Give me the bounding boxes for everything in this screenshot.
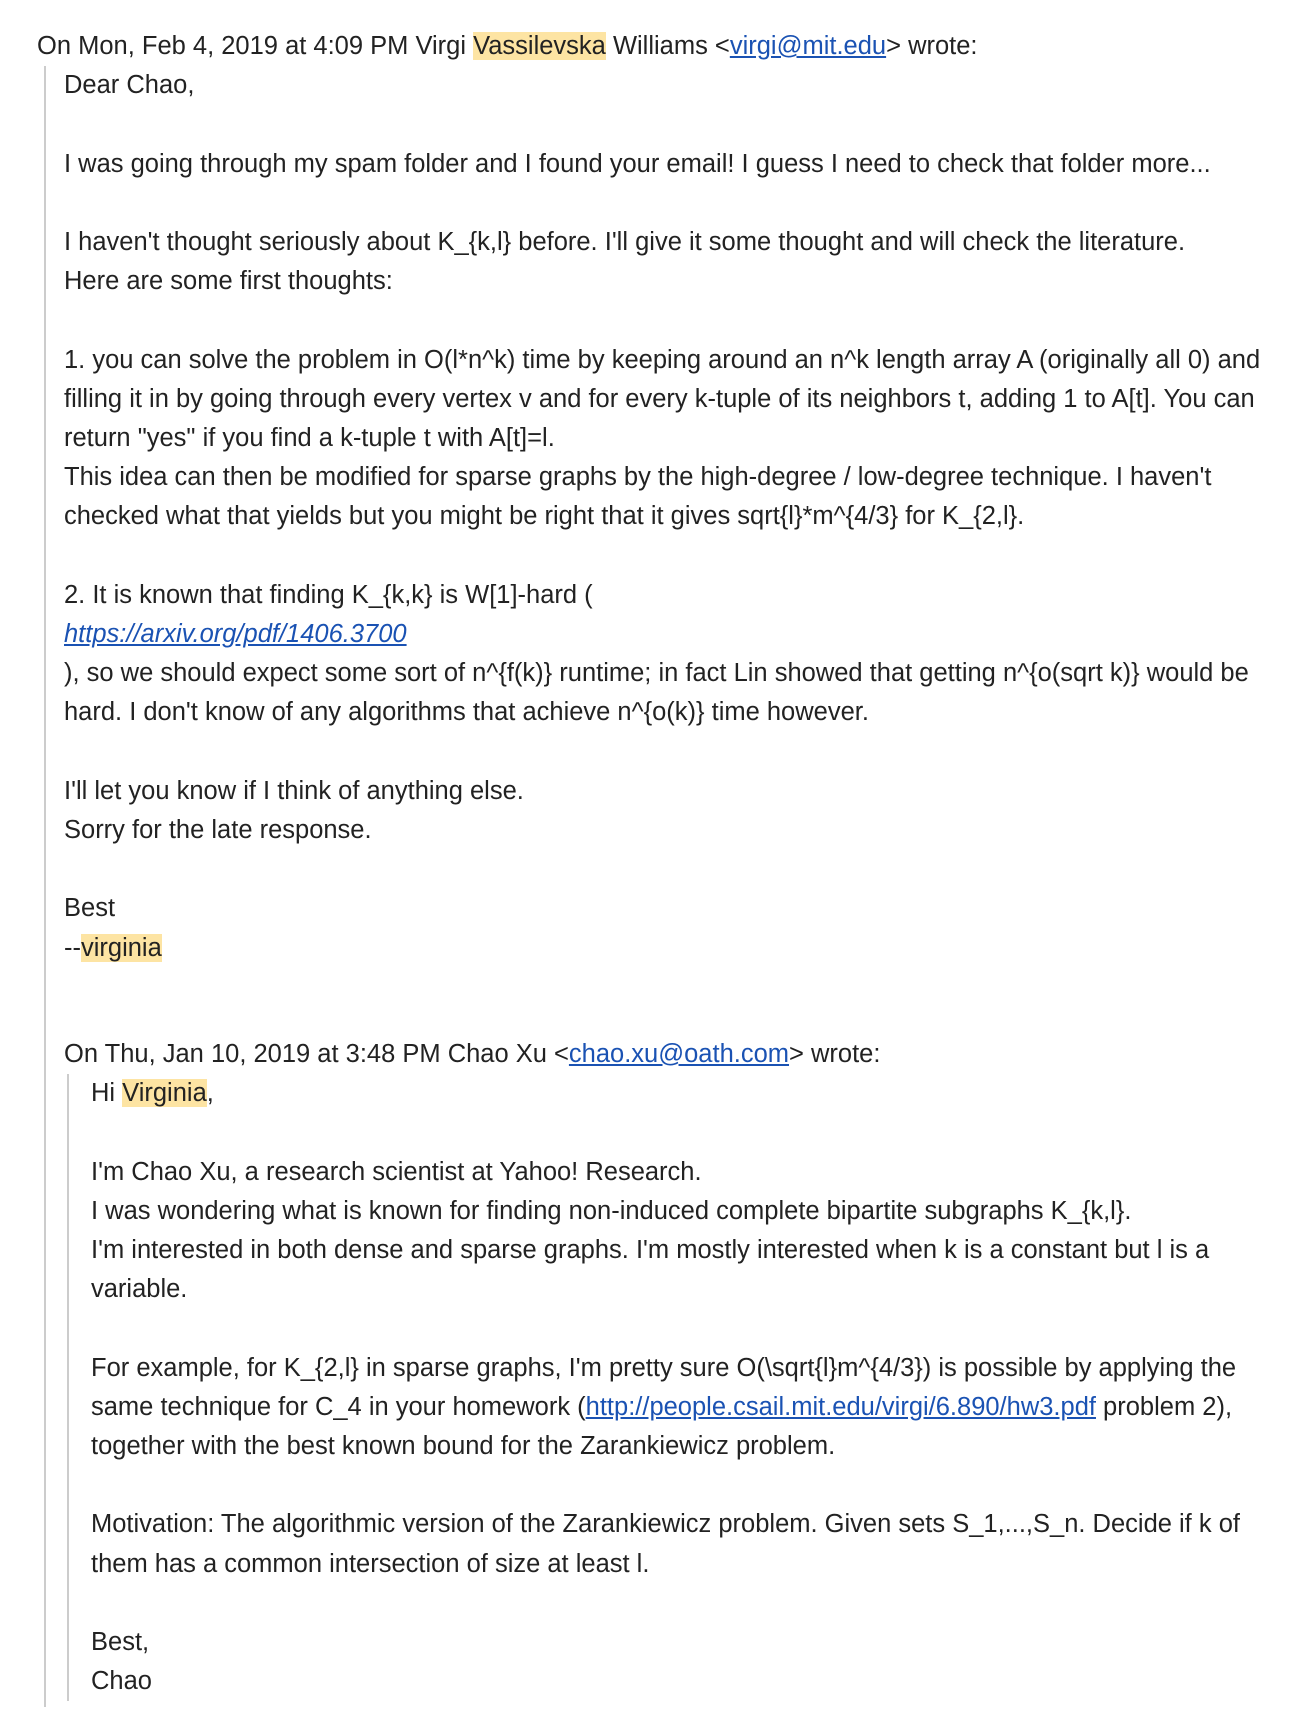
original-paragraph: I was wondering what is known for finding non-induced complete bipartite subgraphs K_{k,l}. [91,1196,1132,1225]
reply-signoff: Best [64,894,116,923]
reply-paragraph: I haven't thought seriously about K_{k,l} before. I'll give it some thought and will check the literature. [64,227,1186,256]
reply-greeting: Dear Chao, [64,71,195,100]
reply-paragraph: 1. you can solve the problem in O(l*n^k) time by keeping around an n^k length array A (originally all 0) and [64,345,1261,374]
arxiv-link[interactable]: https://arxiv.org/pdf/1406.3700 [64,619,407,648]
search-highlight: Virginia [122,1079,207,1108]
reply-paragraph: This idea can then be modified for sparse graphs by the high-degree / low-degree technique. I haven't [64,463,1212,492]
reply-header-suffix: > wrote: [886,32,978,60]
original-paragraph: together with the best known bound for the Zarankiewicz problem. [91,1431,836,1460]
reply-paragraph: filling it in by going through every vertex v and for every k-tuple of its neighbors t, adding 1 to A[t]. You can [64,384,1255,413]
greeting-suffix: , [206,1079,214,1108]
quoted-header-suffix: > wrote: [789,1039,881,1068]
original-signature: Chao [91,1667,152,1696]
original-signoff: Best, [91,1627,150,1656]
quoted-header [64,1035,1292,1074]
homework-link[interactable]: http://people.csail.mit.edu/virgi/6.890/hw3.pdf [585,1392,1096,1421]
original-paragraph [91,1388,1292,1427]
original-quote-block [67,1074,1292,1701]
paragraph-text: same technique for C_4 in your homework ( [91,1392,586,1421]
reply-paragraph: Here are some first thoughts: [64,267,393,296]
search-highlight: virginia [80,933,162,962]
reply-paragraph: return "yes" if you find a k-tuple t with A[t]=l. [64,423,555,452]
reply-paragraph: I'll let you know if I think of anything else. [64,776,524,805]
reply-header [37,27,1292,66]
greeting-prefix: Hi [91,1079,123,1108]
reply-paragraph: hard. I don't know of any algorithms that achieve n^{o(k)} time however. [64,698,869,727]
original-paragraph: I'm interested in both dense and sparse graphs. I'm mostly interested when k is a constant but l is a [91,1235,1210,1264]
original-greeting [91,1074,1292,1113]
original-paragraph: For example, for K_{2,l} in sparse graphs, I'm pretty sure O(\sqrt{l}m^{4/3}) is possible by applying the [91,1353,1237,1382]
original-paragraph: variable. [91,1275,188,1304]
reply-paragraph: I was going through my spam folder and I found your email! I guess I need to check that folder more... [64,149,1211,178]
paragraph-text: problem 2), [1095,1392,1233,1421]
original-paragraph: them has a common intersection of size at least l. [91,1549,650,1578]
reply-paragraph: 2. It is known that finding K_{k,k} is W[1]-hard ( [64,580,593,609]
original-paragraph: Motivation: The algorithmic version of the Zarankiewicz problem. Given sets S_1,...,S_n. Decide if k of [91,1510,1240,1539]
sender-email-link[interactable]: virgi@mit.edu [729,32,887,60]
reply-paragraph: checked what that yields but you might be right that it gives sqrt{l}*m^{4/3} for K_{2,l}. [64,502,1025,531]
signature-dashes: -- [64,933,81,962]
search-highlight: Vassilevska [473,32,606,60]
original-paragraph: I'm Chao Xu, a research scientist at Yahoo! Research. [91,1157,702,1186]
quoted-header-prefix: On Thu, Jan 10, 2019 at 3:48 PM Chao Xu < [64,1039,569,1068]
reply-signature [64,929,1292,968]
reply-paragraph: ), so we should expect some sort of n^{f(k)} runtime; in fact Lin showed that getting n^{o(sqrt k)} would be [64,659,1249,688]
quoted-sender-email-link[interactable]: chao.xu@oath.com [568,1039,790,1068]
email-thread [37,27,1292,1707]
reply-header-mid: Williams < [605,32,730,60]
reply-quote-block [44,66,1292,1707]
reply-paragraph: Sorry for the late response. [64,815,372,844]
reply-header-prefix: On Mon, Feb 4, 2019 at 4:09 PM Virgi [37,32,474,60]
